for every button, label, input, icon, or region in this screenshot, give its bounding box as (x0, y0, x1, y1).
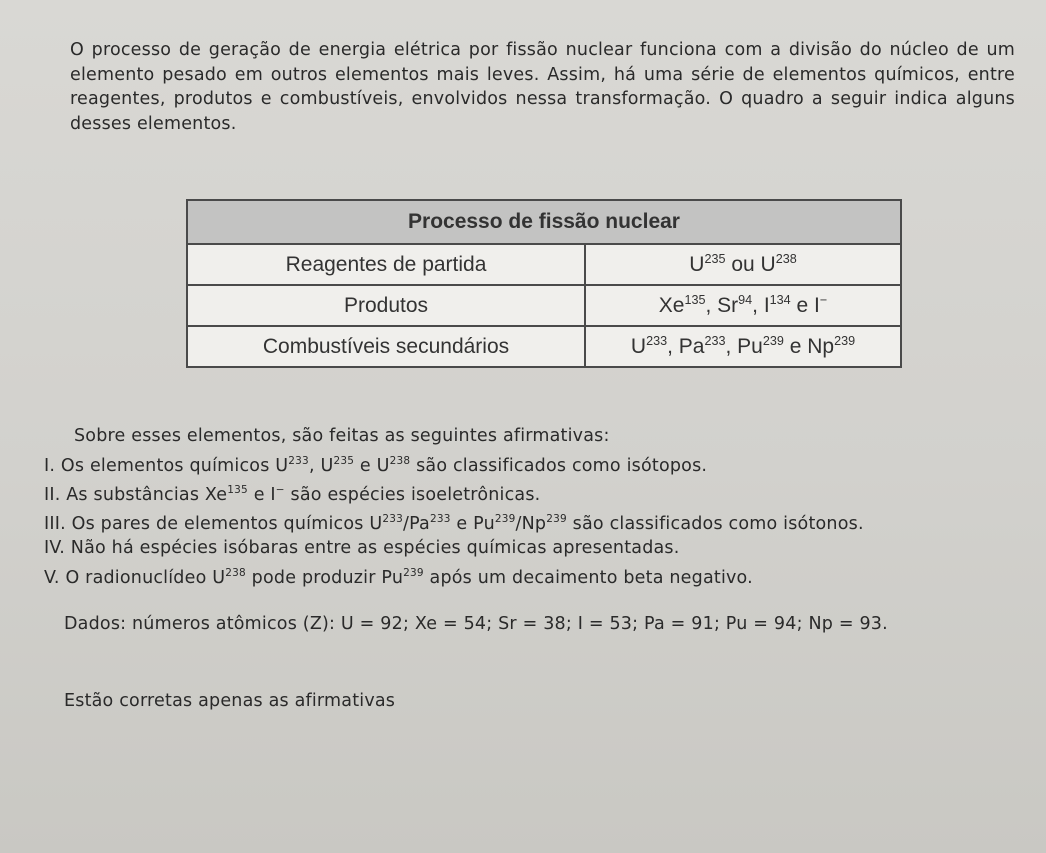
intro-paragraph: O processo de geração de energia elétrica por fissão nuclear funciona com a divisão do núcleo de um elemento pesado em outros elementos mais leves. Assim, há uma série de elementos químicos, entre reagentes, produtos e combustíveis, envolvidos nessa transformação. O quadro a seguir indica alguns desses elementos. (70, 40, 1015, 134)
table-row (187, 244, 901, 285)
row-label: Reagentes de partida (187, 244, 585, 285)
table-row (187, 326, 901, 367)
statement-3: III. Os pares de elementos químicos $U^{233}/Pa^{233}$ e Pu$^{239}$/Np$^{239}$ são classificados como isótonos. (44, 513, 864, 534)
statement-1: I. Os elementos químicos $U^{233}$, $U^{235}$ e $U^{238}$ são classificados como isótopos. (44, 454, 708, 476)
row-value: Xe$^{135}$, Sr$^{94}$, $I^{134}$ e I− (585, 285, 901, 326)
row-label: Produtos (187, 285, 585, 326)
fission-table (186, 199, 902, 368)
row-value: $U^{235}$ ou $U^{238}$ (585, 244, 901, 285)
table-title: Processo de fissão nuclear (187, 200, 901, 244)
question-prompt: Estão corretas apenas as afirmativas (64, 690, 396, 711)
statement-4: IV. Não há espécies isóbaras entre as espécies químicas apresentadas. (44, 538, 680, 559)
statement-2: II. As substâncias Xe$^{135}$ e I− são espécies isoeletrônicas. (44, 483, 541, 505)
atomic-numbers-data: Dados: números atômicos (Z): U = 92; Xe = 54; Sr = 38; I = 53; Pa = 91; Pu = 94; Np = 93. (64, 614, 888, 635)
statement-5: V. O radionuclídeo $U^{238}$ pode produzir Pu$^{239}$ após um decaimento beta negativo. (44, 566, 753, 588)
table-row (187, 285, 901, 326)
statements-intro: Sobre esses elementos, são feitas as seguintes afirmativas: (74, 426, 610, 446)
row-label: Combustíveis secundários (187, 326, 585, 367)
question-body (44, 424, 1024, 713)
row-value: $U^{233}$, Pa$^{233}$, Pu$^{239}$ e Np$^{239}$ (585, 326, 901, 367)
